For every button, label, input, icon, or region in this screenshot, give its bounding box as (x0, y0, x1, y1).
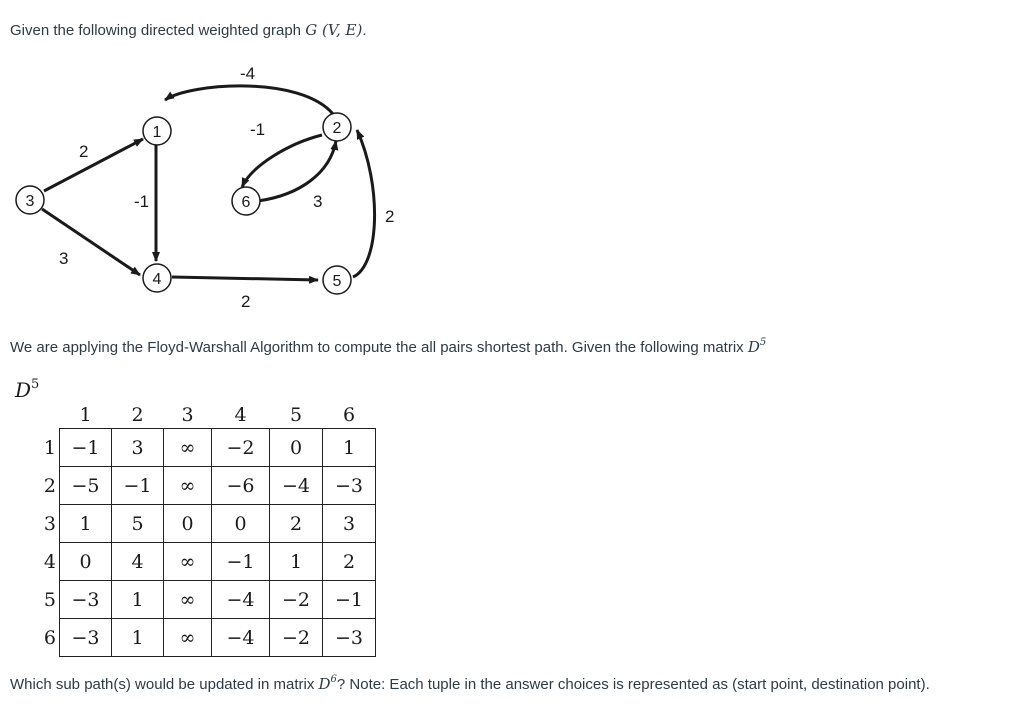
node-3-label: 3 (25, 193, 35, 210)
intro-graph-notation: G (V, E) (305, 21, 363, 39)
matrix-cell: 2 (270, 505, 323, 543)
node-2-label: 2 (332, 120, 342, 137)
weight-2-1: -4 (240, 64, 256, 83)
matrix-row (20, 429, 376, 467)
matrix-cell: −1 (323, 581, 376, 619)
row-header: 5 (43, 588, 56, 611)
matrix-cell: −3 (323, 619, 376, 657)
col-header: 1 (79, 404, 92, 426)
matrix-row (20, 581, 376, 619)
row-header: 1 (43, 436, 56, 459)
intro-period: . (362, 22, 367, 39)
weight-6-2: 3 (313, 192, 323, 211)
row-header: 3 (43, 512, 56, 535)
question-text-after: ? Note: Each tuple in the answer choices is represented as (start point, destination point). (336, 676, 930, 693)
edge-2-1 (165, 86, 333, 114)
matrix-cell: −3 (323, 467, 376, 505)
matrix-header-row (20, 390, 376, 429)
matrix-cell: ∞ (164, 543, 212, 581)
weight-4-5: 2 (241, 292, 251, 311)
matrix-cell: ∞ (164, 429, 212, 467)
col-header: 5 (289, 404, 303, 426)
matrix-cell: −4 (212, 581, 270, 619)
matrix-cell: −6 (212, 467, 270, 505)
matrix-cell: 1 (112, 581, 164, 619)
node-1-label: 1 (152, 124, 162, 141)
col-header: 3 (181, 404, 194, 426)
matrix-cell: −4 (270, 467, 323, 505)
method-matrix-notation: $D^5$ (747, 337, 767, 356)
matrix-row (20, 467, 376, 505)
method-text-body: We are applying the Floyd-Warshall Algorithm to compute the all pairs shortest path. Given the following matrix (10, 339, 748, 356)
row-header: 2 (43, 474, 56, 497)
matrix-cell: 1 (270, 543, 323, 581)
edge-5-2 (353, 130, 375, 277)
row-header: 6 (43, 626, 56, 649)
directed-weighted-graph (0, 55, 420, 320)
col-header: 4 (234, 404, 247, 426)
node-3 (16, 186, 44, 214)
matrix-cell: 1 (323, 429, 376, 467)
matrix-cell: −1 (60, 429, 112, 467)
node-4 (143, 264, 171, 292)
matrix-cell: 5 (112, 505, 164, 543)
col-header: 2 (131, 404, 144, 426)
edge-3-4 (42, 209, 140, 275)
matrix-cell: 4 (112, 543, 164, 581)
col-header: 6 (342, 404, 356, 426)
matrix-cell: −2 (270, 581, 323, 619)
weight-3-4: 3 (59, 249, 69, 268)
edge-4-5 (172, 277, 318, 280)
matrix-cell: −3 (60, 581, 112, 619)
matrix-corner (20, 390, 60, 429)
node-5-label: 5 (332, 273, 342, 290)
node-6 (232, 187, 260, 215)
question-matrix-notation: $D^6$ (318, 674, 337, 693)
matrix-row (20, 619, 376, 657)
matrix-cell: 3 (112, 429, 164, 467)
matrix-label: $D^5$ (15, 377, 40, 402)
matrix-cell: −3 (60, 619, 112, 657)
weight-1-4: -1 (134, 192, 150, 211)
edge-6-2 (258, 141, 336, 201)
matrix-cell: 0 (60, 543, 112, 581)
matrix-cell: 0 (164, 505, 212, 543)
matrix-cell: 0 (270, 429, 323, 467)
matrix-cell: −2 (212, 429, 270, 467)
matrix-cell: ∞ (164, 467, 212, 505)
matrix-cell: −5 (60, 467, 112, 505)
method-text (10, 337, 766, 358)
edge-3-1 (44, 139, 143, 191)
weight-3-1: 2 (79, 142, 89, 161)
matrix-row (20, 505, 376, 543)
node-6-label: 6 (241, 194, 251, 211)
node-2 (323, 113, 351, 141)
row-header: 4 (43, 550, 56, 573)
matrix-cell: 1 (60, 505, 112, 543)
matrix-cell: 2 (323, 543, 376, 581)
matrix-cell: 0 (212, 505, 270, 543)
matrix-cell: ∞ (164, 581, 212, 619)
question-text (10, 674, 930, 695)
matrix-cell: 1 (112, 619, 164, 657)
matrix-cell: −2 (270, 619, 323, 657)
matrix-row (20, 543, 376, 581)
matrix-cell: ∞ (164, 619, 212, 657)
matrix-cell: −1 (212, 543, 270, 581)
matrix-cell: −1 (112, 467, 164, 505)
node-1 (143, 117, 171, 145)
distance-matrix (20, 390, 376, 657)
intro-text-body: Given the following directed weighted graph (10, 22, 306, 39)
matrix-cell: −4 (212, 619, 270, 657)
intro-text (10, 20, 367, 41)
question-text-before: Which sub path(s) would be updated in matrix (10, 676, 319, 693)
matrix-cell: 3 (323, 505, 376, 543)
edge-2-6 (242, 135, 322, 187)
weight-2-6: -1 (250, 120, 266, 139)
node-4-label: 4 (152, 271, 162, 288)
weight-5-2: 2 (385, 207, 395, 226)
node-5 (323, 266, 351, 294)
